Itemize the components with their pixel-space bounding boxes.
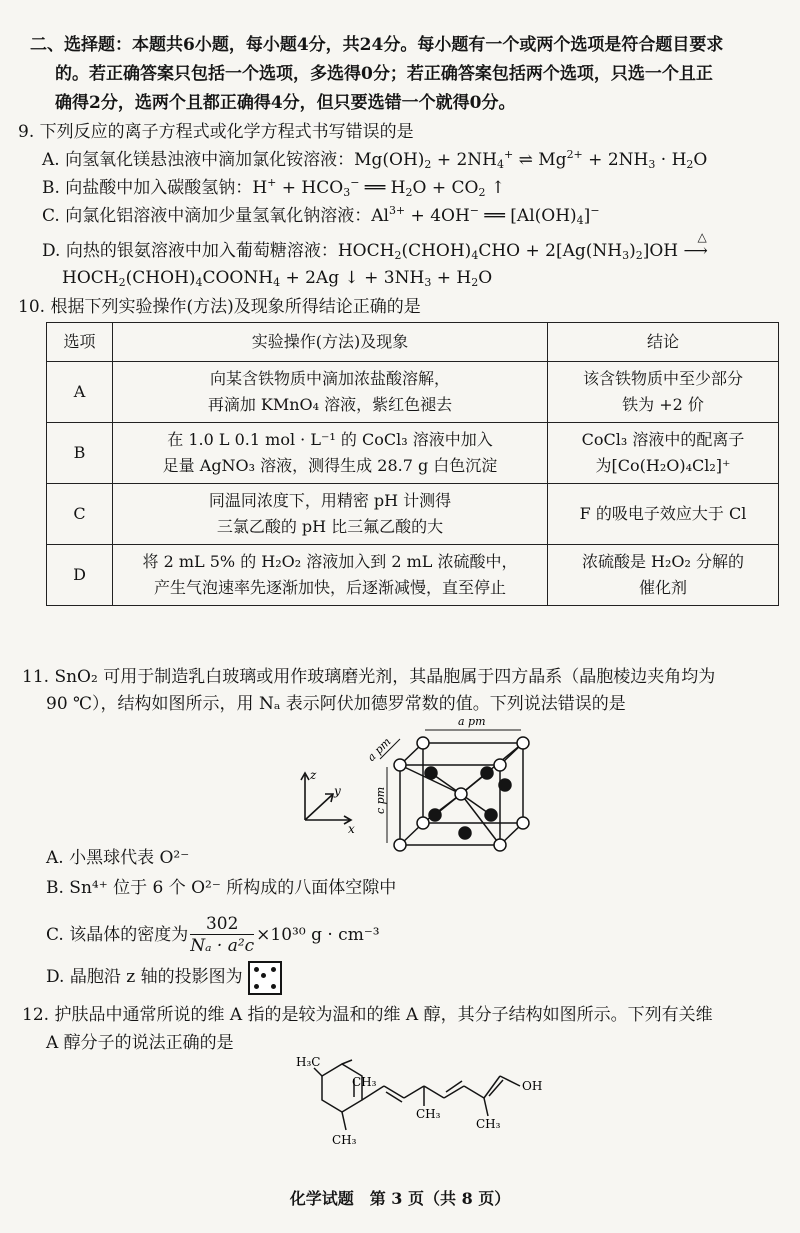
label-ch3-2: CH₃	[416, 1107, 441, 1121]
concl-line: CoCl₃ 溶液中的配离子	[581, 430, 745, 449]
table-row	[47, 484, 779, 545]
o-atom	[481, 767, 493, 779]
q9-stem: 9. 下列反应的离子方程式或化学方程式书写错误的是	[18, 122, 414, 142]
concl-line: 为[Co(H₂O)₄Cl₂]⁺	[595, 456, 731, 475]
dim-a-side: a pm	[365, 735, 394, 764]
op-line: 三氯乙酸的 pH 比三氟乙酸的大	[216, 517, 444, 536]
q9-option-a: A. 向氢氧化镁悬浊液中滴加氯化铵溶液：$Mg(OH)_2 + 2NH_4^+$ ⇌ $Mg^{2+} + 2NH_3 \cdot H_2O$	[42, 148, 708, 171]
row-option: D	[47, 545, 113, 606]
label-oh: OH	[522, 1079, 543, 1093]
dim-c: c pm	[374, 786, 387, 814]
op-line: 足量 AgNO₃ 溶液，测得生成 28.7 g 白色沉淀	[162, 456, 498, 475]
fraction-numerator: 302	[190, 914, 254, 935]
concl-line: 浓硫酸是 H₂O₂ 分解的	[581, 552, 745, 571]
retinol-structure-figure	[292, 1046, 552, 1156]
row-conclusion	[548, 484, 779, 545]
sn-atom	[517, 737, 529, 749]
row-operation	[113, 484, 548, 545]
sn-atom	[394, 839, 406, 851]
q10-table	[46, 322, 779, 606]
label-ch3-4: CH₃	[332, 1133, 357, 1147]
row-conclusion	[548, 545, 779, 606]
op-line: 将 2 mL 5% 的 H₂O₂ 溶液加入到 2 mL 浓硫酸中，	[142, 552, 518, 571]
row-option: C	[47, 484, 113, 545]
sn-atom	[517, 817, 529, 829]
o-atom	[459, 827, 471, 839]
o-atom	[425, 767, 437, 779]
label-ch3-1: CH₃	[352, 1075, 377, 1089]
op-line: 在 1.0 L 0.1 mol · L⁻¹ 的 CoCl₃ 溶液中加入	[167, 430, 493, 449]
concl-line: 催化剂	[638, 578, 687, 597]
q11-stem-1: 11. SnO₂ 可用于制造乳白玻璃或用作玻璃磨光剂，其晶胞属于四方晶系（晶胞棱边夹角均为	[22, 667, 716, 687]
q10-stem: 10. 根据下列实验操作(方法)及现象所得结论正确的是	[18, 297, 421, 317]
q9-option-a-text: A. 向氢氧化镁悬浊液中滴加氯化铵溶液：	[42, 150, 355, 170]
label-h3c: H₃C	[296, 1055, 321, 1069]
q9-option-c-text: C. 向氯化铝溶液中滴加少量氢氧化钠溶液：	[42, 206, 372, 226]
header-option: 选项	[47, 323, 113, 362]
table-header-row	[47, 323, 779, 362]
o-atom	[499, 779, 511, 791]
q11-option-d-text: D. 晶胞沿 z 轴的投影图为	[46, 967, 243, 987]
page-footer: 化学试题 第 3 页（共 8 页）	[289, 1189, 511, 1208]
z-axis-projection-icon	[248, 961, 282, 995]
section-instructions-line-2: 的。若正确答案只包括一个选项，多选得0分；若正确答案包括两个选项，只选一个且正	[55, 64, 713, 84]
q11-stem-2: 90 ℃），结构如图所示，用 Nₐ 表示阿伏加德罗常数的值。下列说法错误的是	[46, 694, 626, 714]
q9-option-d: D. 向热的银氨溶液中加入葡萄糖溶液：$HOCH_2(CHOH)_4CHO + 2[Ag(NH_3)_2]OH$ △ ⟶	[42, 239, 724, 263]
op-line: 同温同浓度下，用精密 pH 计测得	[208, 491, 452, 510]
heat-symbol: △	[697, 230, 707, 244]
q9-option-d-products: $HOCH_2(CHOH)_4COONH_4 + 2Ag$ ↓ + $3NH_3 + H_2O$	[62, 268, 493, 289]
axis-y-label: y	[334, 784, 341, 798]
op-line: 向某含铁物质中滴加浓盐酸溶解，	[209, 369, 450, 388]
sn-atom	[494, 839, 506, 851]
label-ch3-3: CH₃	[476, 1117, 501, 1131]
row-operation	[113, 545, 548, 606]
sn-atom	[494, 759, 506, 771]
table-row	[47, 362, 779, 423]
sn-atom	[417, 817, 429, 829]
reaction-arrow: ⟶	[683, 241, 708, 261]
row-conclusion	[548, 423, 779, 484]
q11-option-c	[46, 912, 380, 958]
row-operation	[113, 423, 548, 484]
q11-option-c-unit: ×10³⁰ g · cm⁻³	[256, 925, 380, 945]
sn-atom	[417, 737, 429, 749]
q11-option-a: A. 小黑球代表 O²⁻	[46, 848, 190, 868]
op-line: 再滴加 KMnO₄ 溶液，紫红色褪去	[207, 395, 453, 414]
dim-a-top: a pm	[458, 715, 486, 728]
row-conclusion	[548, 362, 779, 423]
concl-line: 铁为 +2 价	[622, 395, 704, 414]
sn-atom	[394, 759, 406, 771]
row-operation	[113, 362, 548, 423]
o-atom	[485, 809, 497, 821]
row-option: B	[47, 423, 113, 484]
row-option: A	[47, 362, 113, 423]
q9-option-d-text: D. 向热的银氨溶液中加入葡萄糖溶液：	[42, 241, 338, 261]
q9-option-c: C. 向氯化铝溶液中滴加少量氢氧化钠溶液：$Al^{3+} + 4OH^-$ ══ $[Al(OH)_4]^-$	[42, 204, 600, 227]
header-conclusion: 结论	[548, 323, 779, 362]
header-operation: 实验操作(方法)及现象	[113, 323, 548, 362]
q9-option-b-text: B. 向盐酸中加入碳酸氢钠：	[42, 178, 253, 198]
q11-option-b: B. Sn⁴⁺ 位于 6 个 O²⁻ 所构成的八面体空隙中	[46, 878, 397, 898]
section-instructions-line-3: 确得2分，选两个且都正确得4分，但只要选错一个就得0分。	[55, 93, 516, 113]
sno2-unit-cell-figure	[365, 715, 545, 855]
axis-x-label: x	[348, 822, 355, 835]
axis-z-label: z	[310, 768, 317, 782]
q11-option-d	[46, 960, 282, 995]
concl-line: 该含铁物质中至少部分	[582, 369, 743, 388]
q11-option-c-text: C. 该晶体的密度为	[46, 925, 189, 945]
q9-option-b: B. 向盐酸中加入碳酸氢钠：$H^+ + HCO_3^-$ ══ $H_2O + CO_2$ ↑	[42, 176, 506, 199]
fraction-denominator: Nₐ · a²c	[190, 936, 255, 956]
o-atom	[429, 809, 441, 821]
table-row	[47, 545, 779, 606]
q12-stem-1: 12. 护肤品中通常所说的维 A 指的是较为温和的维 A 醇，其分子结构如图所示。下列有关维	[22, 1005, 713, 1025]
sn-atom-center	[455, 788, 467, 800]
density-fraction	[190, 914, 254, 957]
section-instructions-line-1: 二、选择题：本题共6小题，每小题4分，共24分。每小题有一个或两个选项是符合题目要求	[30, 35, 724, 55]
axes-figure	[290, 765, 360, 835]
concl-line: F 的吸电子效应大于 Cl	[579, 504, 747, 523]
q12-stem-2: A 醇分子的说法正确的是	[46, 1033, 234, 1053]
op-line: 产生气泡速率先逐渐加快，后逐渐减慢，直至停止	[153, 578, 506, 597]
table-row	[47, 423, 779, 484]
